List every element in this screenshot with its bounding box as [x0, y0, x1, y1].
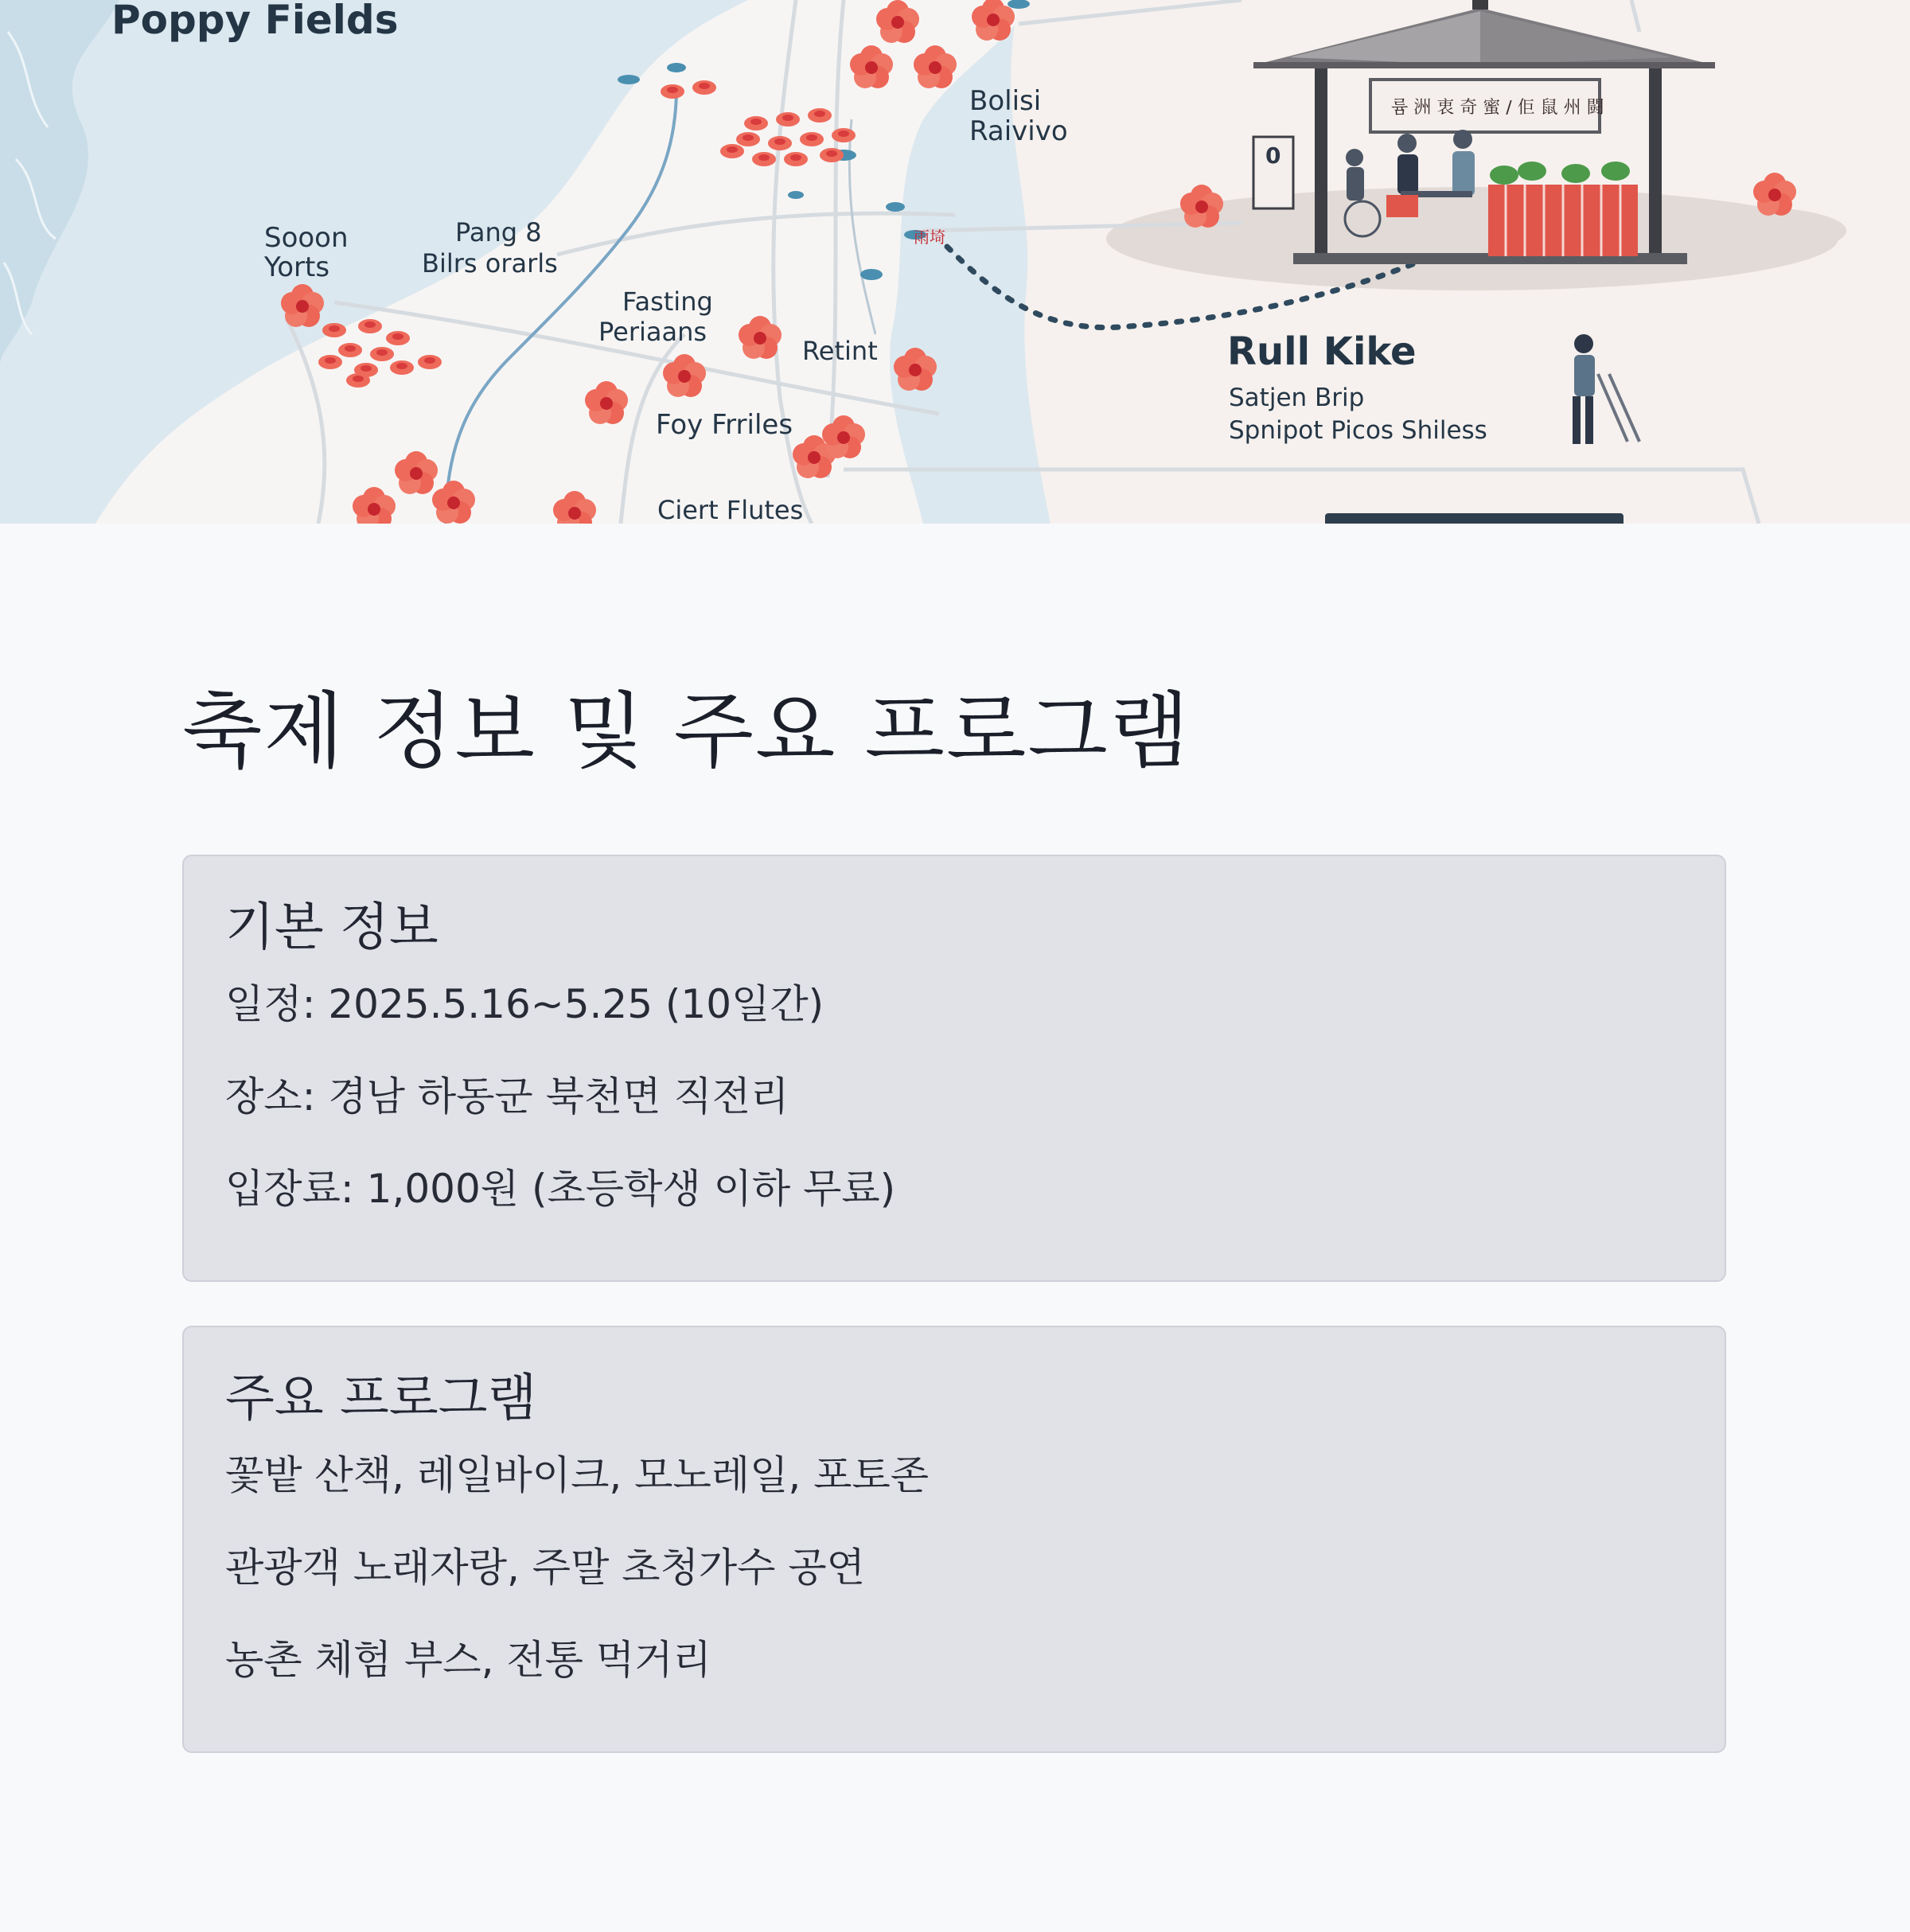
map-title: Poppy Fields: [111, 0, 399, 43]
program-item: 꽃밭 산책, 레일바이크, 모노레일, 포토존: [225, 1451, 930, 1498]
basic-info-heading: 기본 정보: [225, 898, 439, 957]
map-label-periaans: Periaans: [598, 317, 707, 347]
programs-card: [182, 1326, 1726, 1753]
map-label-raivivo: Raivivo: [969, 115, 1068, 147]
hero-map-illustration: [0, 0, 1910, 524]
program-item: 농촌 체험 부스, 전통 먹거리: [225, 1636, 711, 1683]
info-title: Rull Kike: [1227, 329, 1417, 374]
map-label-yorts: Yorts: [264, 251, 330, 283]
programs-heading: 주요 프로그램: [225, 1369, 537, 1428]
booth-sign-text: 륨 洲 衷 奇 蜜 ∕ 佢 鼠 州 闘: [1391, 98, 1604, 118]
map-label-ciert: Ciert Flutes: [657, 495, 804, 524]
festival-info-section: [182, 683, 1729, 1683]
map-label-fasting: Fasting: [622, 286, 713, 317]
info-line-1: Satjen Brip: [1229, 384, 1365, 412]
schedule-text: 일정: 2025.5.16~5.25 (10일간): [225, 980, 824, 1027]
map-label-bilrs: Bilrs orarls: [422, 248, 558, 279]
map-label-sooon: Sooon: [264, 222, 349, 254]
booth-meter-text: 0: [1265, 142, 1281, 169]
route-marker-text: 雨埼: [914, 228, 945, 247]
program-item: 관광객 노래자랑, 주말 초청가수 공연: [225, 1544, 865, 1591]
map-label-retint: Retint: [802, 336, 878, 366]
admission-text: 입장료: 1,000원 (초등학생 이하 무료): [225, 1165, 896, 1212]
map-label-foy: Foy Frriles: [656, 409, 793, 441]
section-title: 축제 정보 및 주요 프로그램: [182, 683, 1191, 780]
location-text: 장소: 경남 하동군 북천면 직전리: [225, 1073, 789, 1120]
info-line-2: Spnipot Picos Shiless: [1229, 416, 1487, 445]
map-label-pang: Pang 8: [455, 217, 542, 247]
basic-info-card: [182, 855, 1726, 1282]
map-label-bolisi: Bolisi: [969, 85, 1042, 117]
festival-map: [0, 0, 1910, 524]
